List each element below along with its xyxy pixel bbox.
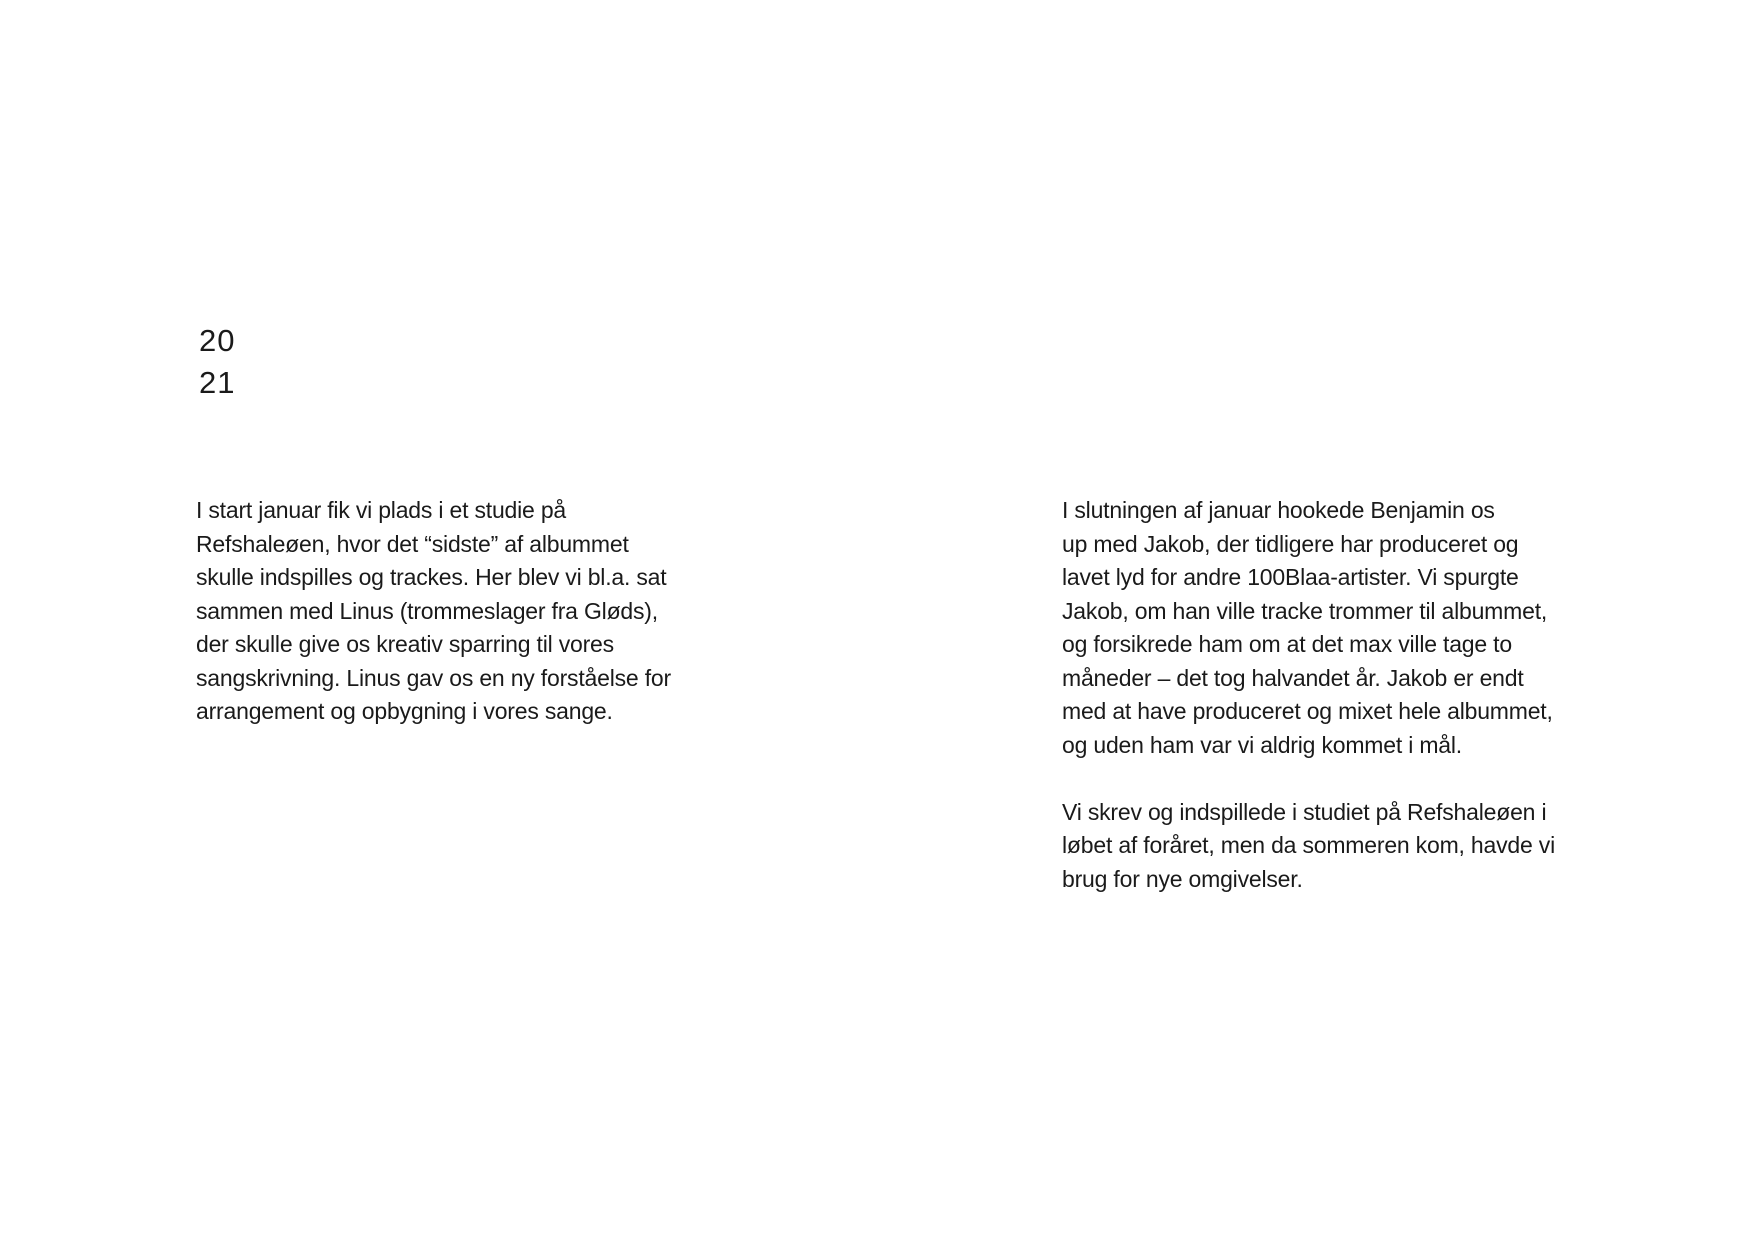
text-line: up med Jakob, der tidligere har produceret og bbox=[1062, 530, 1519, 557]
text-line: Jakob, om han ville tracke trommer til albummet, bbox=[1062, 597, 1548, 624]
left-text-column bbox=[196, 494, 696, 729]
text-line: med at have produceret og mixet hele albummet, bbox=[1062, 698, 1553, 724]
text-line: arrangement og opbygning i vores sange. bbox=[196, 698, 613, 724]
right-paragraph-2 bbox=[1062, 796, 1582, 897]
year-heading bbox=[199, 320, 235, 404]
text-line: sangskrivning. Linus gav os en ny forståelse for bbox=[196, 664, 671, 691]
text-line: lavet lyd for andre 100Blaa-artister. Vi spurgte bbox=[1062, 564, 1519, 590]
left-paragraph-1 bbox=[196, 494, 696, 729]
text-line: Refshaleøen, hvor det “sidste” af albummet bbox=[196, 530, 629, 557]
right-paragraph-1 bbox=[1062, 494, 1582, 762]
text-line: og uden ham var vi aldrig kommet i mål. bbox=[1062, 731, 1462, 758]
text-line: sammen med Linus (trommeslager fra Gløds), bbox=[196, 597, 658, 624]
text-line: skulle indspilles og trackes. Her blev vi bl.a. sat bbox=[196, 564, 667, 590]
text-line: der skulle give os kreativ sparring til vores bbox=[196, 631, 614, 657]
text-line: Vi skrev og indspillede i studiet på Refshaleøen i bbox=[1062, 798, 1547, 825]
year-heading-line-2: 21 bbox=[199, 365, 236, 400]
text-line: måneder – det tog halvandet år. Jakob er endt bbox=[1062, 664, 1524, 691]
text-line: I slutningen af januar hookede Benjamin os bbox=[1062, 497, 1495, 523]
right-text-column bbox=[1062, 494, 1582, 896]
text-line: og forsikrede ham om at det max ville tage to bbox=[1062, 631, 1512, 657]
year-heading-line-1: 20 bbox=[199, 323, 236, 358]
text-line: brug for nye omgivelser. bbox=[1062, 865, 1303, 892]
text-line: I start januar fik vi plads i et studie på bbox=[196, 497, 567, 523]
text-line: løbet af foråret, men da sommeren kom, havde vi bbox=[1062, 832, 1555, 858]
